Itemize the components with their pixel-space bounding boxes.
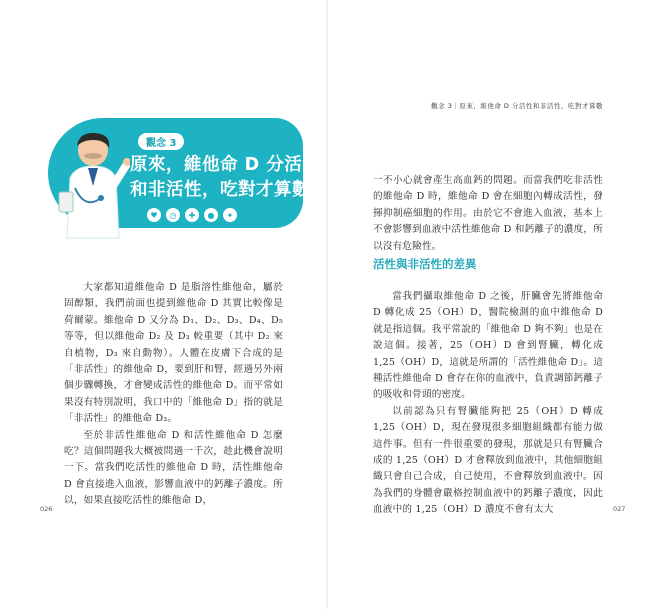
right-top-text	[373, 173, 603, 255]
bone-icon: ✦	[223, 208, 237, 222]
page-number-left: 026	[40, 505, 53, 513]
right-page	[328, 0, 655, 609]
doctor-illustration	[55, 128, 130, 240]
paragraph: 一不小心就會產生高血鈣的問題。而當我們吃非活性的維他命 D 時，維他命 D 會在細胞內轉成活性，發揮抑制癌細胞的作用。由於它不會進入血液，基本上不會影響到血液中活性維他命 D 和鈣離子的濃度，所以沒有危險性。	[373, 175, 603, 252]
running-head: 觀念 3｜原來，維他命 D 分活性和非活性，吃對才算數	[431, 102, 603, 110]
chapter-title-line-2: 和非活性，吃對才算數	[130, 180, 310, 200]
left-body-text	[64, 280, 283, 510]
paragraph: 至於非活性維他命 D 和活性維他命 D 怎麼吃？這個問題我大概被問過一千次，趁此機會說明一下。當我們吃活性的維他命 D 時，活性維他命 D 會直接進入血液，影響血液中的鈣離子濃度。所以，如果直接吃活性的維他命 D，	[64, 429, 283, 507]
clock-icon: ◷	[166, 208, 180, 222]
paragraph: 以前認為只有腎臟能夠把 25（OH）D 轉成 1,25（OH）D，現在發現很多細胞組織都有能力做這件事。但有一件很重要的發現，那就是只有腎臟合成的 1,25（OH）D 才會釋放到血液中，其他細胞組織只會自己合成，自己使用，不會釋放到血液中。因為我們的身體會嚴格控制血液中的鈣離子濃度，因此血液中的 1,25（OH）D 濃度不會有太大	[373, 405, 603, 516]
paragraph: 當我們攝取維他命 D 之後，肝臟會先將維他命 D 轉化成 25（OH）D，醫院檢測的血中維他命 D 就是指這個。我平常說的「維他命 D 夠不夠」也是在說這個。接著，25（OH）D 會到腎臟，轉化成 1,25（OH）D，這就是所謂的「活性維他命 D」。這種活性維他命 D 會存在你的血液中，負責調節鈣離子的吸收和骨頭的密度。	[373, 291, 603, 401]
paragraph: 大家都知道維他命 D 是脂溶性維他命，屬於固醇類，我們前面也提到維他命 D 其實比較像是荷爾蒙。維他命 D 又分為 D₁、D₂、D₃、D₄、D₅ 等等，但以維他命 D₂ 及 D₃ 較重要（其中 D₂ 來自植物，D₃ 來自動物）。人體在皮膚下合成的是「非活性」的維他命 D，要到肝和腎，經過另外兩個步驟轉換，才會變成活性的維他命 D。而平常如果沒有特別說明，我口中的「維他命 D」指的就是「非活性」的維他命 D₃。	[64, 282, 283, 425]
left-page	[0, 0, 327, 609]
page-number-right: 027	[613, 505, 626, 513]
heart-icon: ♥	[147, 208, 161, 222]
pills-icon: ●	[204, 208, 218, 222]
banner-icons	[147, 208, 237, 222]
concept-label: 觀念 3	[138, 133, 184, 150]
plus-icon: ✚	[185, 208, 199, 222]
section-heading: 活性與非活性的差異	[373, 257, 477, 271]
right-body-text	[373, 289, 603, 519]
chapter-title-line-1: 原來，維他命 D 分活性	[130, 155, 321, 175]
